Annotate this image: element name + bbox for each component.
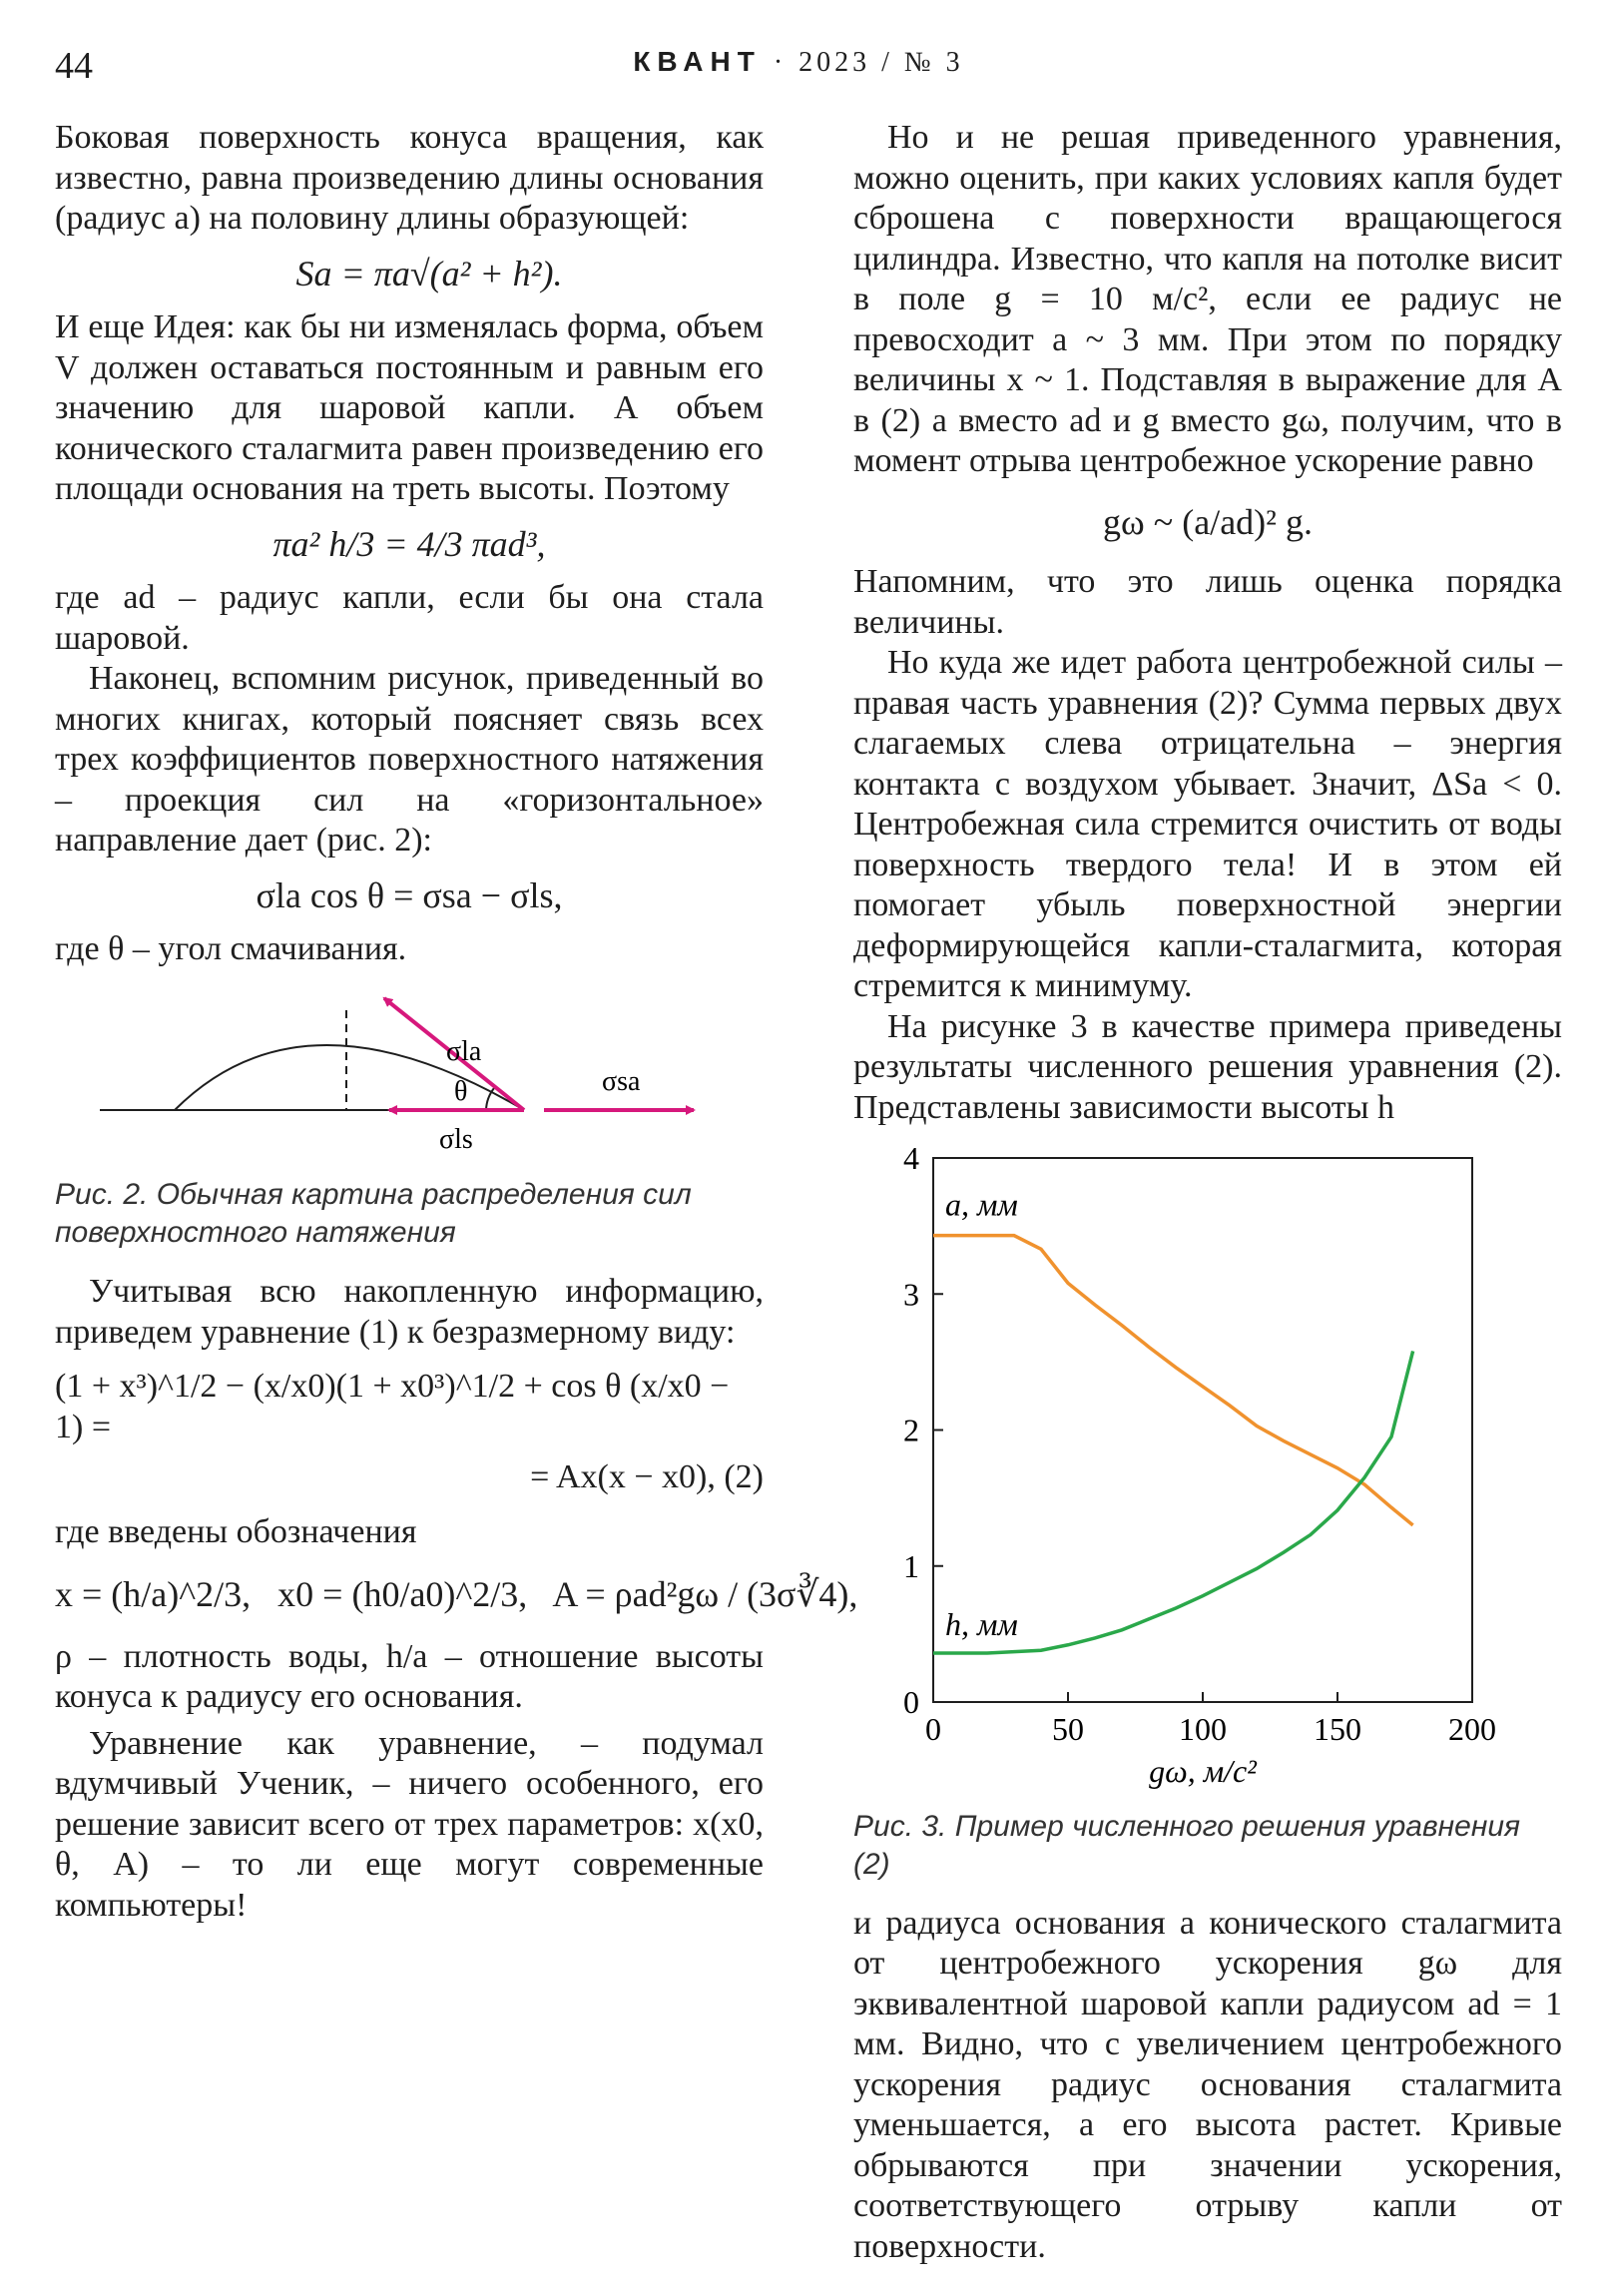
y-tick-label: 0 (903, 1684, 919, 1720)
paragraph: На рисунке 3 в качестве примера приведены результаты численного решения уравнения (2). Представлены зависимости высоты h (853, 1007, 1562, 1126)
x-tick-label: 200 (1448, 1711, 1496, 1747)
figure-2-caption: Рис. 2. Обычная картина распределения сил поверхностного натяжения (55, 1178, 692, 1249)
journal-issue: 2023 / № 3 (798, 47, 964, 78)
paragraph: где θ – угол смачивания. (55, 930, 407, 967)
y-tick-label: 1 (903, 1547, 919, 1584)
journal-header (0, 46, 1597, 79)
paragraph: где ad – радиус капли, если бы она стала шаровой. (55, 579, 764, 657)
paragraph: И еще Идея: как бы ни изменялась форма, объем V должен оставаться постоянным и равным его значению для шаровой капли. А объем конического сталагмита равен произведению его площади основания на треть высоты. Поэтому (55, 308, 764, 507)
x-tick-label: 100 (1179, 1711, 1227, 1747)
x-tick-label: 150 (1314, 1711, 1361, 1747)
formula-cone-area: Sa = πa√(a² + h²). (295, 253, 563, 293)
paragraph: Но куда же идет работа центробежной силы – правая часть уравнения (2)? Сумма первых двух слагаемых слева отрицательна – энергия контакта с воздухом убывает. Значит, ΔSa < 0. Центробежная сила стремится очистить от воды поверхность твердого тела! И в этом ей помогает убыль поверхностной энергии деформирующейся капли-сталагмита, которая стремится к минимуму. (853, 644, 1562, 1004)
paragraph: Уравнение как уравнение, – подумал вдумчивый Ученик, – ничего особенного, его решение зависит всего от трех параметров: x(x0, θ, A) – то ли еще могут современные компьютеры! (55, 1724, 764, 1924)
figure-3-chart (853, 1138, 1562, 1797)
formula-g-omega: gω ~ (a/ad)² g. (1103, 501, 1313, 542)
equation-2 (55, 1367, 764, 1498)
figure-3 (853, 1138, 1562, 1884)
formula-volume: πa² h/3 = 4/3 πad³, (272, 523, 546, 564)
label-sigma-ls: σls (439, 1123, 473, 1155)
equation-2-line2: = Ax(x − x0), (2) (530, 1458, 764, 1495)
paragraph: Но и не решая приведенного уравнения, можно оценить, при каких условиях капля будет сброшена с поверхности вращающегося цилиндра. Известно, что капля на потолке висит в поле g = 10 м/с², если ее радиус не превосходит a ~ 3 мм. При этом по порядку величины x ~ 1. Подставляя в выражение для A в (2) a вместо ad и g вместо gω, получим, что в момент отрыва центробежное ускорение равно (853, 119, 1562, 479)
y-tick-label: 2 (903, 1412, 919, 1448)
paragraph: Наконец, вспомним рисунок, приведенный во многих книгах, который поясняет связь всех трех коэффициентов поверхностного натяжения – проекция сил на «горизонтальное» направление дает (рис. 2): (55, 660, 764, 859)
series-line-a (933, 1236, 1413, 1525)
paragraph: Боковая поверхность конуса вращения, как известно, равна произведению длины основания (радиус a) на половину длины образующей: (55, 119, 764, 237)
label-sigma-la: σla (446, 1035, 482, 1067)
page-number: 44 (55, 45, 93, 87)
y-tick-label: 4 (903, 1140, 919, 1176)
figure-3-caption: Рис. 3. Пример численного решения уравнения (2) (853, 1809, 1521, 1881)
label-theta: θ (454, 1075, 468, 1107)
y-tick-label: 3 (903, 1276, 919, 1313)
header-separator: · (773, 47, 788, 78)
paragraph: Учитывая всю накопленную информацию, приведем уравнение (1) к безразмерному виду: (55, 1273, 764, 1351)
x-tick-label: 50 (1052, 1711, 1084, 1747)
left-column (55, 118, 858, 1926)
paragraph: и радиуса основания a конического сталагмита от центробежного ускорения gω для эквивалентной шаровой капли радиусом ad = 1 мм. Видно, что с увеличением центробежного ускорения радиус основания сталагмита уменьшается, а его высота растет. Кривые обрываются при значении ускорения, соответствующего отрыву капли от поверхности. (853, 1904, 1562, 2265)
right-column (853, 118, 1562, 2267)
journal-title: КВАНТ (633, 46, 762, 77)
label-sigma-sa: σsa (602, 1065, 641, 1097)
paragraph: где введены обозначения (55, 1512, 417, 1550)
paragraph: Напомним, что это лишь оценка порядка величины. (853, 563, 1562, 641)
formula-definitions: x = (h/a)^2/3, x0 = (h0/a0)^2/3, A = ρad²gω / (3σ∛4), (55, 1574, 858, 1614)
series-label-a: a, мм (945, 1186, 1018, 1223)
figure-2-diagram (55, 970, 764, 1160)
figure-2 (55, 970, 764, 1253)
paragraph: ρ – плотность воды, h/a – отношение высоты конуса к радиусу его основания. (55, 1637, 764, 1715)
x-axis-label: gω, м/с² (1149, 1753, 1257, 1789)
x-tick-label: 0 (925, 1711, 941, 1747)
equation-2-line1: (1 + x³)^1/2 − (x/x0)(1 + x0³)^1/2 + cos θ (x/x0 − 1) = (55, 1368, 730, 1445)
series-label-h: h, мм (945, 1605, 1018, 1642)
formula-young: σla cos θ = σsa − σls, (256, 874, 563, 915)
